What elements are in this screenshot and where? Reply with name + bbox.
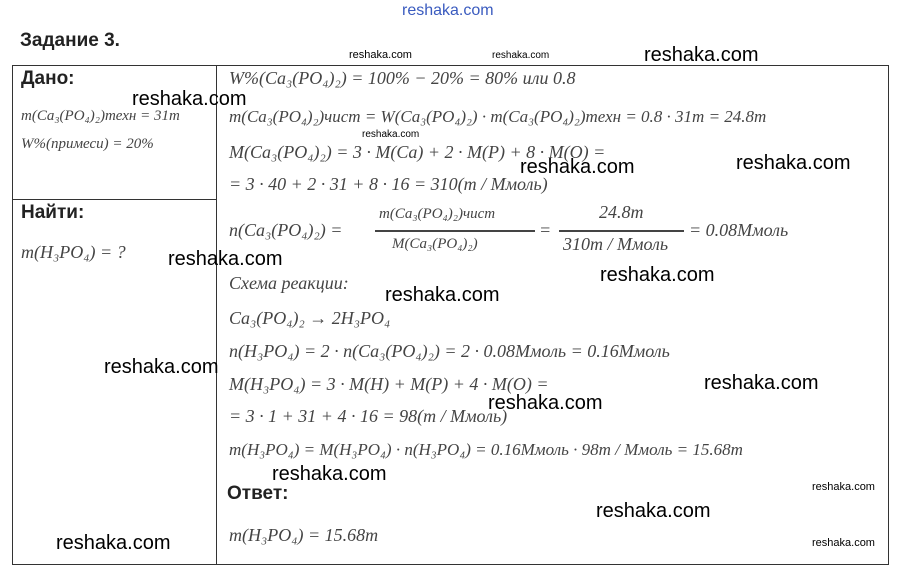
solution-line-10: = 3 · 1 + 31 + 4 · 16 = 98(т / Ммоль) — [229, 406, 508, 426]
watermark: reshaka.com — [704, 372, 819, 394]
task-title: Задание 3. — [20, 30, 120, 51]
reaction-scheme — [229, 308, 390, 329]
watermark: reshaka.com — [812, 481, 875, 493]
product: 2H₃PO₄ — [331, 308, 391, 328]
fraction2-numerator: 24.8т — [599, 202, 644, 222]
reaction-scheme-label: Схема реакции: — [229, 273, 349, 293]
watermark: reshaka.com — [492, 50, 550, 61]
watermark: reshaka.com — [736, 152, 851, 174]
solution-line-1: W%(Ca₃(PO₄)₂) = 100% − 20% = 80% или 0.8 — [229, 68, 576, 88]
solution-line-9: M(H₃PO₄) = 3 · M(H) + M(P) + 4 · M(O) = — [229, 374, 549, 394]
solution-line-8: n(H₃PO₄) = 2 · n(Ca₃(PO₄)₂) = 2 · 0.08Ммоль = 0.16Ммоль — [229, 341, 670, 361]
watermark: reshaka.com — [132, 88, 247, 110]
watermark: reshaka.com — [272, 463, 387, 485]
site-watermark-top: reshaka.com — [402, 2, 494, 19]
given-impurity-line: W%(примеси) = 20% — [21, 136, 154, 152]
answer-line: m(H₃PO₄) = 15.68т — [229, 525, 379, 545]
given-header: Дано: — [21, 68, 75, 89]
solution-line-2: m(Ca₃(PO₄)₂)чист = W(Ca₃(PO₄)₂) · m(Ca₃(PO₄)₂)техн = 0.8 · 31т = 24.8т — [229, 107, 767, 126]
fraction-equals: = — [539, 220, 552, 240]
watermark: reshaka.com — [812, 537, 875, 549]
watermark: reshaka.com — [644, 44, 759, 66]
watermark: reshaka.com — [168, 248, 283, 270]
watermark: reshaka.com — [349, 49, 412, 61]
fraction1-denominator: M(Ca₃(PO₄)₂) — [392, 236, 478, 252]
reactant: Ca₃(PO₄)₂ — [229, 308, 305, 328]
reaction-arrow-icon: → — [309, 308, 328, 328]
watermark: reshaka.com — [488, 392, 603, 414]
moles-lhs: n(Ca₃(PO₄)₂) = — [229, 220, 343, 240]
solution-line-4: = 3 · 40 + 2 · 31 + 8 · 16 = 310(т / Ммоль) — [229, 174, 548, 194]
given-mass-line: m(Ca₃(PO₄)₂)техн = 31т — [21, 108, 180, 124]
watermark: reshaka.com — [56, 532, 171, 554]
watermark: reshaka.com — [362, 129, 420, 140]
fraction2-bar — [559, 230, 684, 232]
fraction1-bar — [375, 230, 535, 232]
watermark: reshaka.com — [520, 156, 635, 178]
find-header: Найти: — [21, 202, 85, 223]
watermark: reshaka.com — [596, 500, 711, 522]
watermark: reshaka.com — [385, 284, 500, 306]
solution-line-3: M(Ca₃(PO₄)₂) = 3 · M(Ca) + 2 · M(P) + 8 · M(O) = — [229, 142, 606, 162]
find-line: m(H₃PO₄) = ? — [21, 242, 126, 262]
fraction1-numerator: m(Ca₃(PO₄)₂)чист — [379, 206, 496, 222]
solution-box — [216, 65, 889, 565]
watermark: reshaka.com — [104, 356, 219, 378]
fraction2-denominator: 310т / Ммоль — [563, 234, 669, 254]
given-box — [12, 65, 217, 200]
answer-header: Ответ: — [227, 483, 289, 504]
solution-line-11: m(H₃PO₄) = M(H₃PO₄) · n(H₃PO₄) = 0.16Ммоль · 98т / Ммоль = 15.68т — [229, 440, 743, 459]
moles-result: = 0.08Ммоль — [689, 220, 789, 240]
watermark: reshaka.com — [600, 264, 715, 286]
